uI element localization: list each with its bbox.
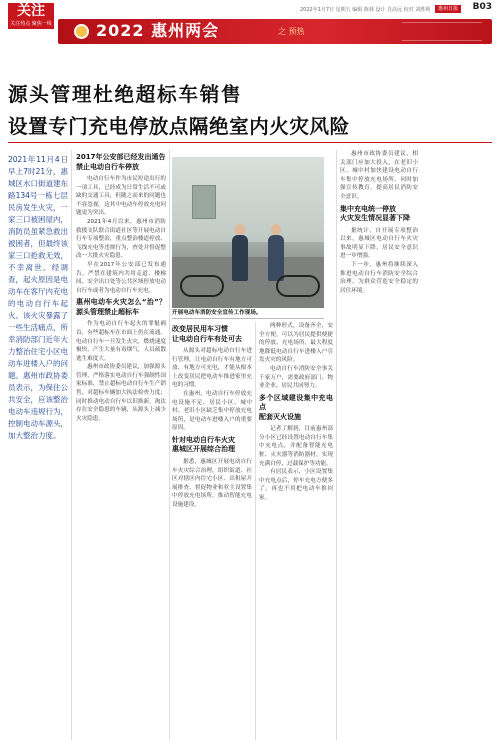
section-heading: 针对电动自行车火灾 惠城区开展综合治理 <box>172 435 235 454</box>
section-heading: 惠州电动车火灾怎么“治”？源头管理禁止超标车 <box>76 298 166 316</box>
column-divider <box>336 150 337 740</box>
edition-number: B03 <box>472 2 492 12</box>
banner <box>58 19 492 44</box>
article-column-4 <box>340 150 418 295</box>
section-heading: 2017年公安部已经发出通告 禁止电动自行车停放 <box>76 153 166 171</box>
paragraph: 两种形式，设备齐全，安全方便，可以为居民提供便捷的停放、充电场所，最大程度地降低电动自行车进楼入户引发火灾的风险。 <box>259 323 333 364</box>
section-heading: 多个区域建设集中充电点 配套灭火设施 <box>259 393 333 421</box>
paragraph: 作为电动自行车起火的罪魁祸首，有些超标车在市面上仍在流通。电动自行车一旦发生火灾，燃烧速度极快，产生大量有毒烟气，人员疏散逃生难度大。 <box>76 321 166 362</box>
headline-line-1: 源头管理杜绝超标车销售 <box>8 83 243 106</box>
banner-logo-icon <box>74 24 89 39</box>
paragraph: 2021年4月以来，惠州市消防救援支队联合街道社区等开展电动自行车专项整治，重点整治楼道停放、飞线充电等违规行为，查处并督促整改一大批火灾隐患。 <box>76 218 166 260</box>
article-column-1 <box>76 150 166 423</box>
person <box>268 235 284 281</box>
banner-decoration <box>402 22 482 41</box>
column-divider <box>255 322 256 740</box>
column-divider <box>71 150 72 740</box>
banner-subtitle: 之 预热 <box>278 27 305 36</box>
charging-cabinet <box>192 185 216 219</box>
column-logo <box>8 3 54 29</box>
divider <box>172 318 324 319</box>
paragraph: 在惠州，电动自行车停放充电设施不足，居民小区、城中村、老旧小区缺乏集中停放充电场所，是电动车进楼入户的重要原因。 <box>172 390 252 432</box>
paragraph: 从源头对超标电动自行车进行管理，让电动自行车有地方可放、有地方可充电，才能从根本上改变居民把电动车推进家里充电的习惯。 <box>172 348 252 389</box>
photo-caption: 开展电动车消防安全宣传工作现场。 <box>172 310 262 316</box>
headline-line-2: 设置专门充电停放点隔绝室内火灾风险 <box>8 115 350 138</box>
section-heading: 集中充电统一停放 火灾发生情况显著下降 <box>340 204 410 223</box>
divider <box>8 142 492 143</box>
paragraph: 电动自行车消防安全事关千家万户，需要政府部门、物业企业、居民共同努力。 <box>259 365 333 390</box>
e-bike <box>276 275 320 297</box>
e-bike <box>180 275 224 297</box>
column-title: 关注 <box>17 3 45 19</box>
paragraph: 早在2017年公安部已发布通告，严禁在建筑内共用走道、楼梯间、安全出口处等公共区域停放电动自行车或者为电动自行车充电。 <box>76 261 166 294</box>
paragraph: 据统计，自开展专项整治以来，惠城区电动自行车火灾事故明显下降，居民安全意识进一步增强。 <box>340 227 418 260</box>
banner-title: 2022 惠州两会 <box>96 21 220 40</box>
paragraph: 惠州市政协委员建议，相关部门应加大投入，在老旧小区、城中村加快建设电动自行车集中停放充电场所，同时加强宣传教育，提高居民消防安全意识。 <box>340 151 418 200</box>
paragraph: 有居民表示，小区设置集中充电点后，停车充电方便多了，再也不用把电动车推回家。 <box>259 469 333 501</box>
paragraph: 电动自行车作为市民短途出行的一项工具，已经成为日常生活不可或缺的交通工具，但随之而来的问题也不容忽视。这其中电动车停放充电问题更为突出。 <box>76 176 166 217</box>
masthead-info: 2022年1月7日 星期五 编辑 陈林 设计 肖高远 校对 刘胜利 <box>300 7 431 13</box>
paragraph: 记者了解到，目前惠州部分小区已经设置电动自行车集中充电点，并配备智能充电桩、灭火器等消防器材，实现充满自停、过载保护等功能。 <box>259 426 333 467</box>
column-divider <box>169 150 170 740</box>
article-column-3 <box>259 322 333 503</box>
news-photo <box>172 157 324 308</box>
section-heading: 改变居民用车习惯 让电动自行车有处可去 <box>172 325 242 343</box>
person <box>232 235 248 281</box>
paragraph: 惠州市政协委员建议，加强源头管理，严格落实电动自行车强制性国家标准，禁止超标电动自行车生产销售，对超标车辆加大执法检查力度；同时推动电动自行车以旧换新，淘汰存在安全隐患的车辆，从源头上减少火灾隐患。 <box>76 364 166 422</box>
edition-tag: 惠州日报 <box>435 5 461 13</box>
article-column-2 <box>172 322 252 510</box>
lead-paragraph: 2021年11月4日早上7时21分，惠城区水口街道建东路134号一栋七层民房发生火灾，一家三口被困屋内，消防员虽紧急救出被困者，但最终该家三口抢救无效，不幸离世。经调查，起火原因是电动车在客厅内充电的电动自行车起火。该火灾暴露了一些生活痛点，所幸消防部门近年大力整治住宅小区电动车进楼入户的问题。惠州市政协委员表示，为保住公共安全，应该整治电动车违规行为，控制电动车源头，加大整治力度。 <box>8 155 68 440</box>
paragraph: 下一步，惠州将继续深入推进电动自行车消防安全综合治理，为群众营造安全稳定的居住环境。 <box>340 261 418 294</box>
paragraph: 据悉，惠城区开展电动自行车火灾综合治理，组织街道、社区对辖区内住宅小区、出租屋开展排查，督促物业和业主设置集中停放充电场所，推动智能充电设施建设。 <box>172 458 252 508</box>
column-subtitle: 关注热点 聚焦一线 <box>10 21 52 27</box>
